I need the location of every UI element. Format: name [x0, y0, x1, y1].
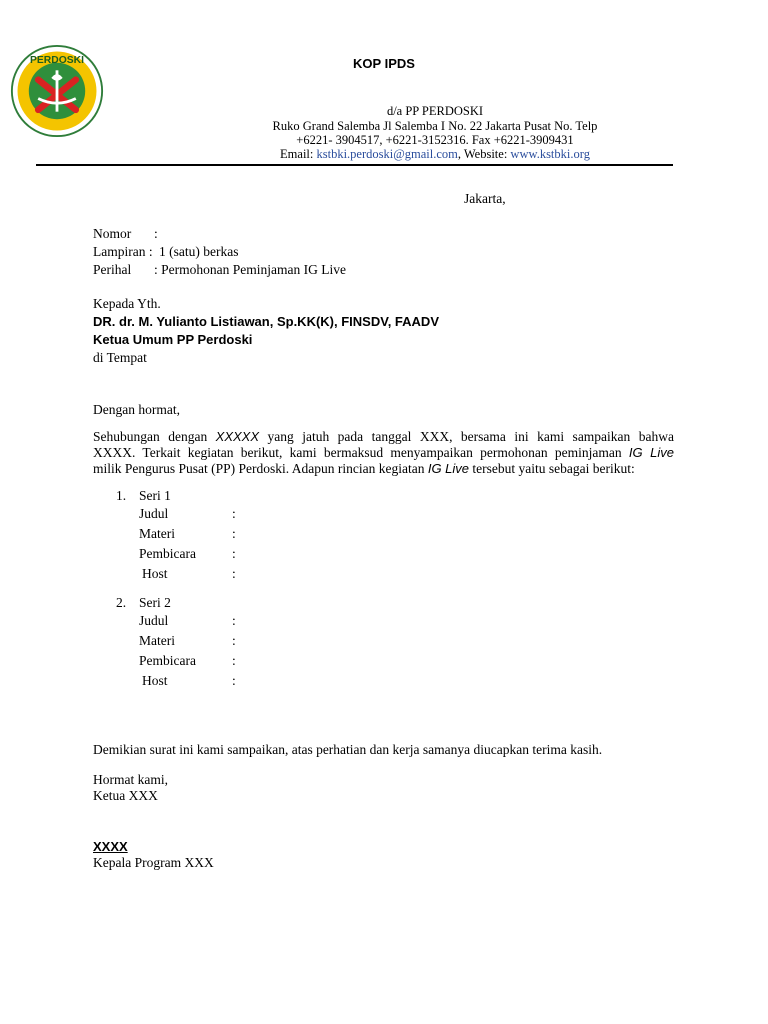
salutation: Dengan hormat, [93, 402, 180, 417]
nomor-value: : [154, 226, 158, 241]
series-2-judul-colon: : [232, 613, 236, 628]
signoff-line-2: Ketua XXX [93, 788, 158, 803]
series-2-host-colon: : [232, 673, 236, 688]
series-2-materi-label: Materi [139, 633, 175, 648]
address-line-2: Ruko Grand Salemba Jl Salemba I No. 22 Jakarta Pusat No. Telp [272, 119, 598, 133]
recipient-title: Ketua Umum PP Perdoski [93, 332, 253, 347]
website-link[interactable]: www.kstbki.org [510, 147, 590, 161]
series-1-title: Seri 1 [139, 488, 171, 503]
series-1-materi-colon: : [232, 526, 236, 541]
svg-text:PERDOSKI: PERDOSKI [30, 54, 84, 66]
body-line-1: Sehubungan dengan XXXXX yang jatuh pada tanggal XXX, bersama ini kami sampaikan bahwa [93, 429, 674, 444]
closing-paragraph: Demikian surat ini kami sampaikan, atas perhatian dan kerja samanya diucapkan terima kasih. [93, 742, 603, 757]
series-1-number: 1. [116, 488, 127, 503]
series-2-pembicara-label: Pembicara [139, 653, 196, 668]
series-1-pembicara-label: Pembicara [139, 546, 196, 561]
series-2-number: 2. [116, 595, 127, 610]
place-date: Jakarta, [464, 191, 506, 206]
address-line-1: d/a PP PERDOSKI [386, 104, 484, 118]
recipient-greeting: Kepada Yth. [93, 296, 161, 311]
series-1-pembicara-colon: : [232, 546, 236, 561]
series-1-judul-colon: : [232, 506, 236, 521]
lampiran-value: 1 (satu) berkas [159, 244, 239, 259]
series-2-materi-colon: : [232, 633, 236, 648]
body-line-2: XXXX. Terkait kegiatan berikut, kami bermaksud menyampaikan permohonan peminjaman IG Live [93, 445, 674, 460]
series-1-host-label: Host [142, 566, 168, 581]
signer-title: Kepala Program XXX [93, 855, 214, 870]
email-label: Email: [280, 147, 314, 161]
lampiran-label: Lampiran : [93, 244, 153, 259]
series-1-host-colon: : [232, 566, 236, 581]
series-2-title: Seri 2 [139, 595, 171, 610]
body-line-3: milik Pengurus Pusat (PP) Perdoski. Adapun rincian kegiatan IG Live tersebut yaitu sebagai berikut: [93, 461, 635, 476]
perihal-label: Perihal [93, 262, 132, 277]
series-2-host-label: Host [142, 673, 168, 688]
recipient-name: DR. dr. M. Yulianto Listiawan, Sp.KK(K), FINSDV, FAADV [93, 314, 439, 329]
series-2-judul-label: Judul [139, 613, 169, 628]
website-label: , Website: [457, 147, 508, 161]
address-line-3: +6221- 3904517, +6221-3152316. Fax +6221-3909431 [296, 133, 574, 147]
nomor-label: Nomor [93, 226, 132, 241]
signer-name: XXXX [93, 839, 128, 854]
signoff-line-1: Hormat kami, [93, 772, 168, 787]
series-1-judul-label: Judul [139, 506, 169, 521]
series-1-materi-label: Materi [139, 526, 175, 541]
header-divider [36, 164, 673, 166]
letterhead-title: KOP IPDS [353, 56, 415, 71]
series-2-pembicara-colon: : [232, 653, 236, 668]
contact-line [150, 147, 720, 162]
recipient-place: di Tempat [93, 350, 147, 365]
email-link[interactable]: kstbki.perdoski@gmail.com [316, 147, 458, 161]
perihal-value: : Permohonan Peminjaman IG Live [154, 262, 346, 277]
